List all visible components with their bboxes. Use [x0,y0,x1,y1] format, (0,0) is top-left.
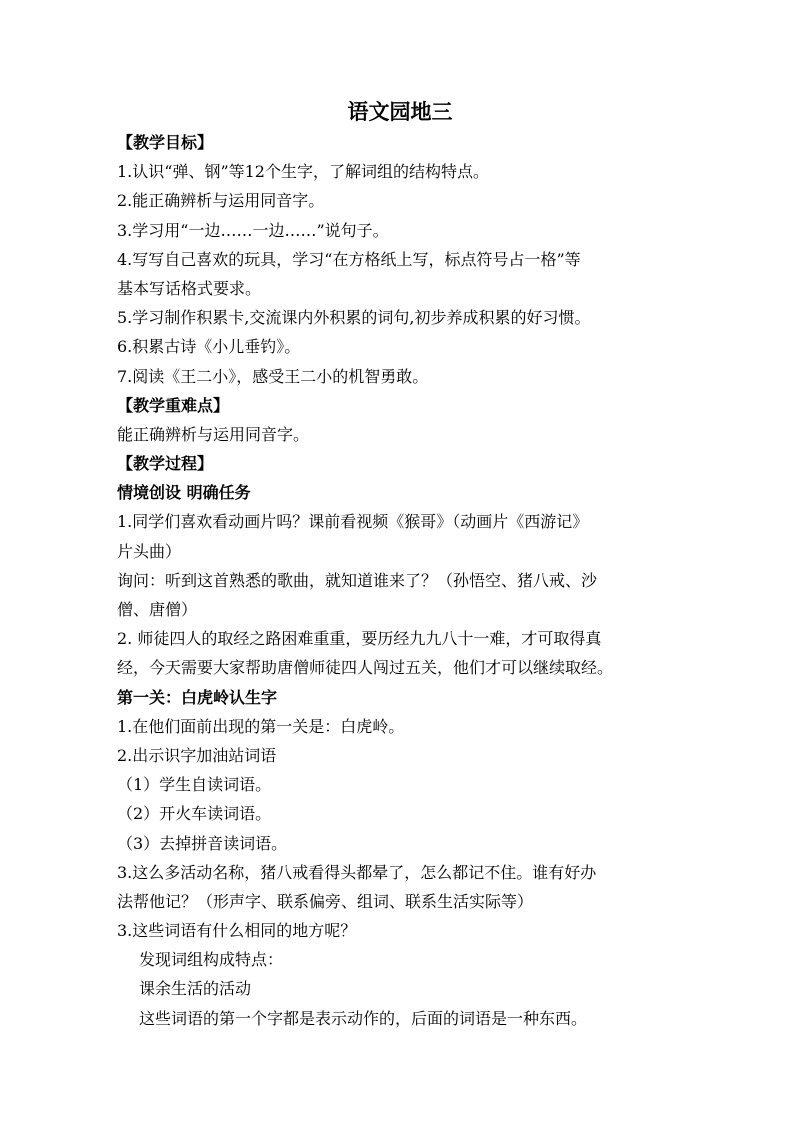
level-one-sub-2: （2）开火车读词语。 [117,804,272,824]
objective-item-2: 2.能正确辨析与运用同音字。 [117,191,325,211]
subheading-scenario: 情境创设 明确任务 [117,483,251,503]
level-one-finding: 发现词组构成特点： [139,950,284,970]
level-one-line-2: 2.出示识字加油站词语 [117,745,277,765]
process-line-2-cont: 经，今天需要大家帮助唐僧师徒四人闯过五关，他们才可以继续取经。 [117,658,614,678]
section-heading-key-points: 【教学重难点】 [117,395,230,415]
process-line-1-cont: 片头曲） [117,541,182,561]
level-one-explanation: 这些词语的第一个字都是表示动作的，后面的词语是一种东西。 [139,1008,588,1028]
objective-item-6: 6.积累古诗《小儿垂钓》。 [117,337,301,357]
document-page [117,96,683,1033]
section-heading-process: 【教学过程】 [117,454,214,474]
objective-item-4-cont: 基本写话格式要求。 [117,278,262,298]
process-question-cont: 僧、唐僧） [117,600,198,619]
process-line-2: 2. 师徒四人的取经之路困难重重，要历经九九八十一难，才可取得真 [117,629,602,649]
key-point-text: 能正确辨析与运用同音字。 [117,424,310,444]
section-heading-objectives: 【教学目标】 [117,133,214,152]
level-one-line-1: 1.在他们面前出现的第一关是：白虎岭。 [117,716,405,736]
level-one-line-3: 3.这么多活动名称，猪八戒看得头都晕了，怎么都记不住。谁有好办 [117,862,597,882]
objective-item-3: 3.学习用“一边……一边……”说句子。 [117,220,389,240]
document-title: 语文园地三 [347,100,453,124]
objective-item-5: 5.学习制作积累卡,交流课内外积累的词句,初步养成积累的好习惯。 [117,308,591,328]
objective-item-1: 1.认识“弹、钢”等12个生字，了解词组的结构特点。 [117,162,489,182]
level-one-category: 课余生活的活动 [139,979,252,999]
process-question: 询问：听到这首熟悉的歌曲，就知道谁来了？（孙悟空、猪八戒、沙 [117,570,598,590]
level-one-line-4: 3.这些词语有什么相同的地方呢？ [117,921,357,941]
objective-item-4: 4.写写自己喜欢的玩具，学习“在方格纸上写，标点符号占一格”等 [117,249,581,269]
level-one-line-3-cont: 法帮他记？（形声字、联系偏旁、组词、联系生活实际等） [117,891,534,911]
process-line-1: 1.同学们喜欢看动画片吗？课前看视频《猴哥》（动画片《西游记》 [117,512,589,532]
subheading-level-one: 第一关：白虎岭认生字 [117,687,278,707]
objective-item-7: 7.阅读《王二小》，感受王二小的机智勇敢。 [117,366,429,386]
level-one-sub-3: （3）去掉拼音读词语。 [117,833,288,853]
level-one-sub-1: （1）学生自读词语。 [117,775,272,795]
